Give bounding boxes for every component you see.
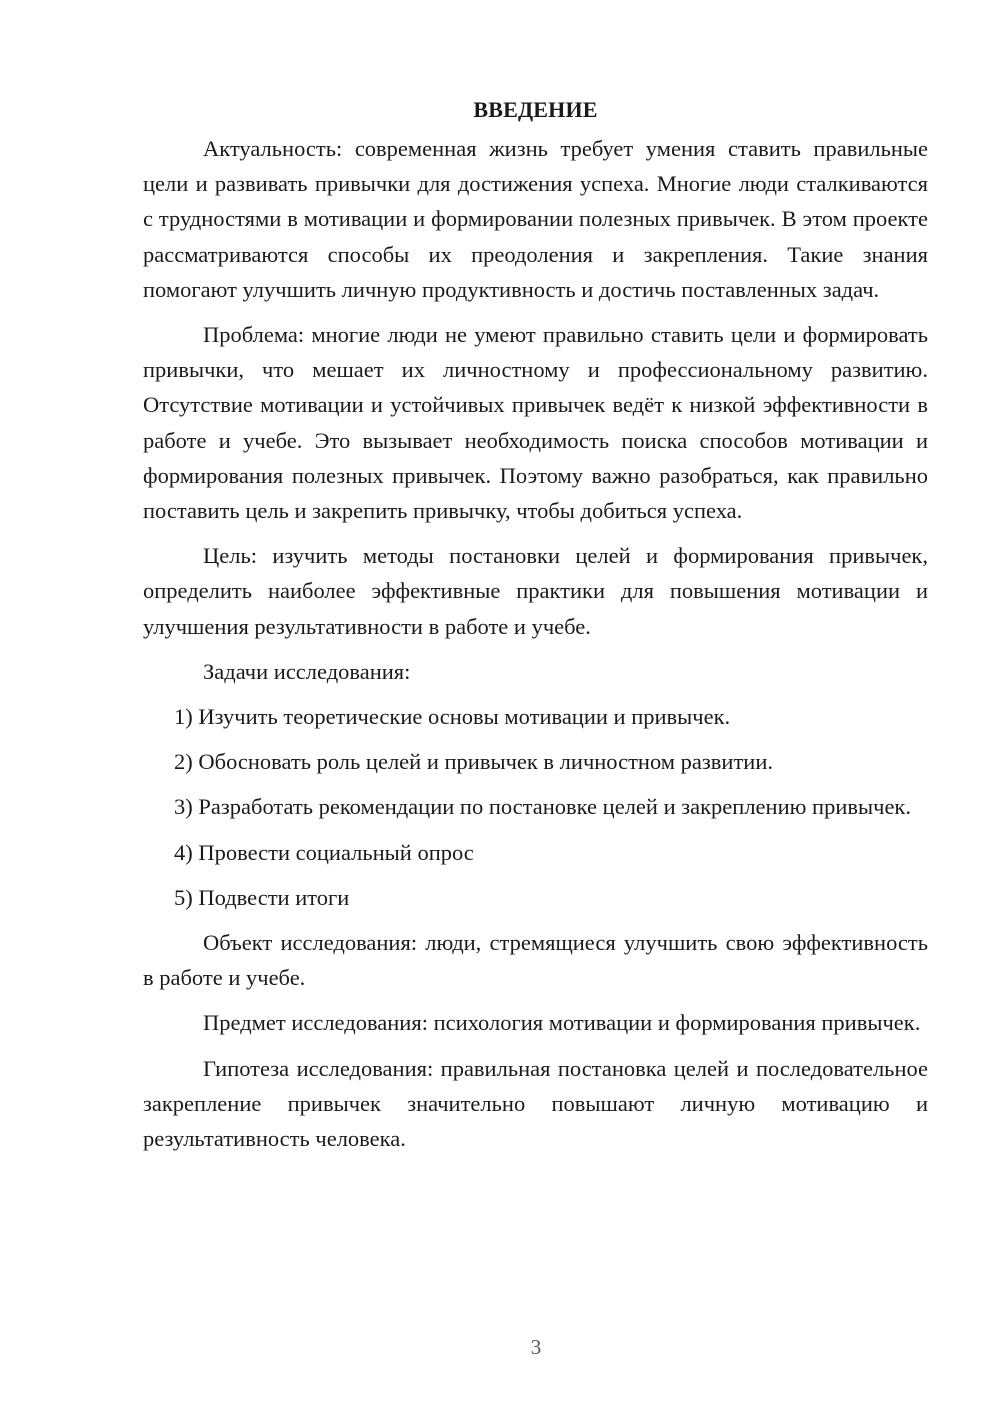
document-page <box>143 92 928 1166</box>
task-item: 5) Подвести итоги <box>174 884 350 910</box>
hypothesis-paragraph: Гипотеза исследования: правильная постановка целей и последовательное закрепление привычек значительно повышают личную мотивацию и результативность человека. <box>143 1055 928 1152</box>
subject-paragraph: Предмет исследования: психология мотивации и формирования привычек. <box>203 1010 921 1036</box>
object-paragraph: Объект исследования: люди, стремящиеся улучшить свою эффективность в работе и учебе. <box>143 930 928 991</box>
relevance-paragraph: Актуальность: современная жизнь требует умения ставить правильные цели и развивать привычки для достижения успеха. Многие люди сталкиваются с трудностями в мотивации и формировании полезных привычек. В этом проекте рассматриваются способы их преодоления и закрепления. Такие знания помогают улучшить личную продуктивность и достичь поставленных задач. <box>143 136 928 302</box>
task-item: 4) Провести социальный опрос <box>174 839 474 865</box>
goal-paragraph: Цель: изучить методы постановки целей и формирования привычек, определить наиболее эффективные практики для повышения мотивации и улучшения результативности в работе и учебе. <box>143 543 928 639</box>
problem-paragraph: Проблема: многие люди не умеют правильно ставить цели и формировать привычки, что мешает их личностному и профессиональному развитию. Отсутствие мотивации и устойчивых привычек ведёт к низкой эффективности в работе и учебе. Это вызывает необходимость поиска способов мотивации и формирования полезных привычек. Поэтому важно разобраться, как правильно поставить цель и закрепить привычку, чтобы добиться успеха. <box>143 322 928 524</box>
tasks-heading: Задачи исследования: <box>203 658 411 684</box>
task-item: 3) Разработать рекомендации по постановке целей и закреплению привычек. <box>174 794 911 820</box>
task-item: 2) Обосновать роль целей и привычек в личностном развитии. <box>174 749 773 775</box>
page-number: 3 <box>530 1335 542 1359</box>
task-item: 1) Изучить теоретические основы мотивации и привычек. <box>174 704 731 730</box>
section-title: ВВЕДЕНИЕ <box>473 97 598 122</box>
